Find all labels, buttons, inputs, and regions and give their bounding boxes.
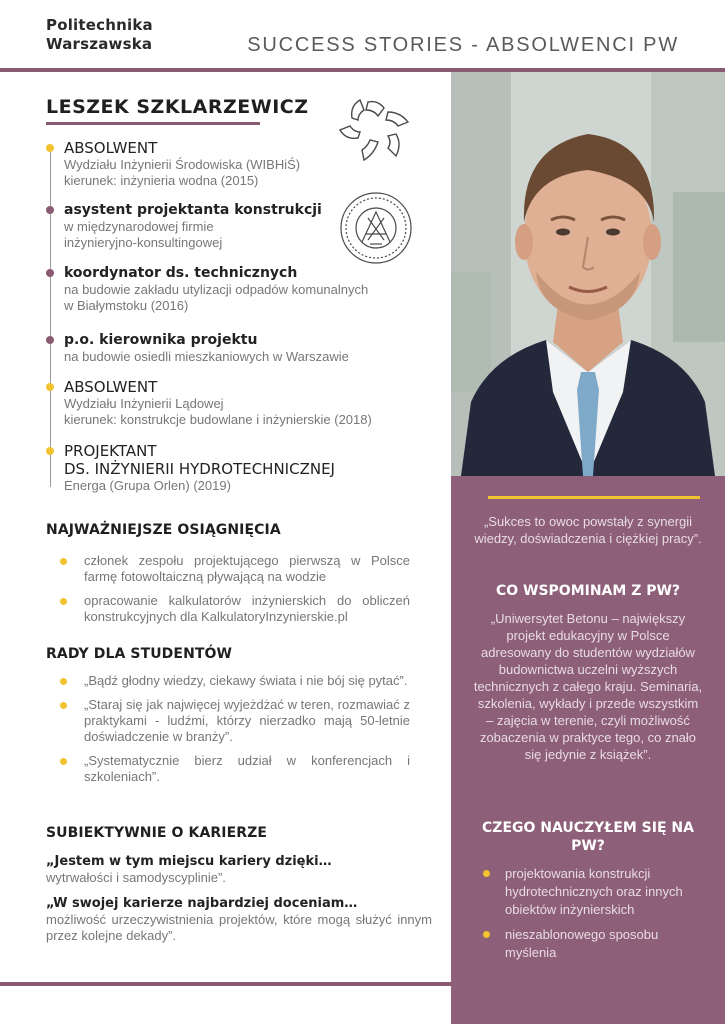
graduate-name: LESZEK SZKLARZEWICZ (46, 96, 309, 118)
career-heading: SUBIEKTYWNIE O KARIERZE (46, 825, 268, 841)
footer-divider (0, 982, 451, 986)
career-question: „Jestem w tym miejscu kariery dzięki… (46, 854, 332, 869)
timeline-title: asystent projektanta konstrukcji (64, 202, 322, 218)
timeline-detail: kierunek: konstrukcje budowlane i inżynierskie (2018) (64, 412, 372, 427)
list-item: „Systematycznie bierz udział w konferencjach i szkoleniach”. (60, 753, 410, 785)
learned-list (481, 865, 711, 969)
timeline-dot (46, 336, 54, 344)
timeline-item (44, 139, 424, 189)
timeline-dot (46, 447, 54, 455)
memory-text: „Uniwersytet Betonu – największy projekt edukacyjny w Polsce adresowany do studentów wydziałów budownictwa uczelni wyższych technicznych z całego kraju. Seminaria, szkolenia, wykłady i przede wszystkim – zajęcia w terenie, czyli możliwość zobaczenia w praktyce tego, co znało się jedynie z książek”. (473, 611, 703, 762)
page-title: SUCCESS STORIES - ABSOLWENCI PW (247, 34, 679, 56)
timeline-title: ABSOLWENT (64, 139, 158, 157)
timeline-detail: Energa (Grupa Orlen) (2019) (64, 478, 231, 493)
learned-item: projektowania konstrukcji hydrotechnicznych oraz innych obiektów inżynierskich (481, 865, 711, 919)
side-panel (451, 476, 725, 1024)
learned-heading: CZEGO NAUCZYŁEM SIĘ NA PW? (482, 820, 694, 854)
career-block (46, 854, 432, 944)
timeline-line (50, 147, 51, 487)
timeline-detail: inżynieryjno-konsultingowej (64, 235, 223, 250)
motto-quote: „Sukces to owoc powstały z synergii wiedzy, doświadczenia i ciężkiej pracy”. (474, 514, 702, 546)
timeline-dot (46, 206, 54, 214)
portrait-illustration (451, 72, 725, 476)
advice-heading: RADY DLA STUDENTÓW (46, 646, 233, 662)
timeline-item (44, 201, 424, 251)
timeline-detail: Wydziału Inżynierii Środowiska (WIBHiŚ) (64, 157, 301, 172)
logo-line-2: Warszawska (46, 35, 153, 53)
list-item: „Bądź głodny wiedzy, ciekawy świata i nie bój się pytać”. (60, 673, 410, 689)
timeline-detail: na budowie zakładu utylizacji odpadów komunalnych (64, 282, 369, 297)
timeline-detail: w Białymstoku (2016) (64, 298, 189, 313)
timeline-dot (46, 269, 54, 277)
side-panel-divider (488, 496, 700, 499)
list-item: opracowanie kalkulatorów inżynierskich do obliczeń konstrukcyjnych dla KalkulatoryInzynierskie.pl (60, 593, 410, 625)
timeline-detail: na budowie osiedli mieszkaniowych w Warszawie (64, 349, 349, 364)
memory-heading: CO WSPOMINAM Z PW? (495, 583, 681, 599)
timeline-title: p.o. kierownika projektu (64, 332, 258, 348)
university-logo (46, 16, 153, 54)
advice-list (60, 673, 410, 793)
timeline-item (44, 378, 424, 428)
timeline-dot (46, 144, 54, 152)
name-underline (46, 122, 260, 125)
timeline-title: koordynator ds. technicznych (64, 265, 298, 281)
timeline-detail: Wydziału Inżynierii Lądowej (64, 396, 224, 411)
career-answer: możliwość urzeczywistnienia projektów, które mogą służyć innym przez kolejne dekady”. (46, 912, 432, 943)
list-item: „Staraj się jak najwięcej wyjeżdżać w teren, rozmawiać z praktykami - ludźmi, którzy nierzadko mają 50-letnie doświadczenie w branży”. (60, 697, 410, 745)
timeline-item (44, 442, 424, 494)
timeline-title-line-2: DS. INŻYNIERII HYDROTECHNICZNEJ (64, 460, 335, 478)
career-question: „W swojej karierze najbardziej doceniam… (46, 896, 358, 911)
achievements-heading: NAJWAŻNIEJSZE OSIĄGNIĘCIA (46, 522, 281, 538)
timeline-item (44, 264, 424, 314)
timeline-detail: kierunek: inżynieria wodna (2015) (64, 173, 259, 188)
timeline-detail: w międzynarodowej firmie (64, 219, 214, 234)
career-answer: wytrwałości i samodyscyplinie”. (46, 870, 226, 885)
timeline-item (44, 331, 424, 365)
page-header (0, 0, 725, 72)
logo-line-1: Politechnika (46, 16, 153, 34)
timeline-dot (46, 383, 54, 391)
learned-item: nieszablonowego sposobu myślenia (481, 926, 711, 962)
timeline-title: ABSOLWENT (64, 378, 158, 396)
achievements-list (60, 553, 410, 633)
timeline-title: PROJEKTANT (64, 442, 157, 460)
portrait-photo (451, 72, 725, 476)
list-item: członek zespołu projektującego pierwszą w Polsce farmę fotowoltaiczną pływającą na wodzie (60, 553, 410, 585)
